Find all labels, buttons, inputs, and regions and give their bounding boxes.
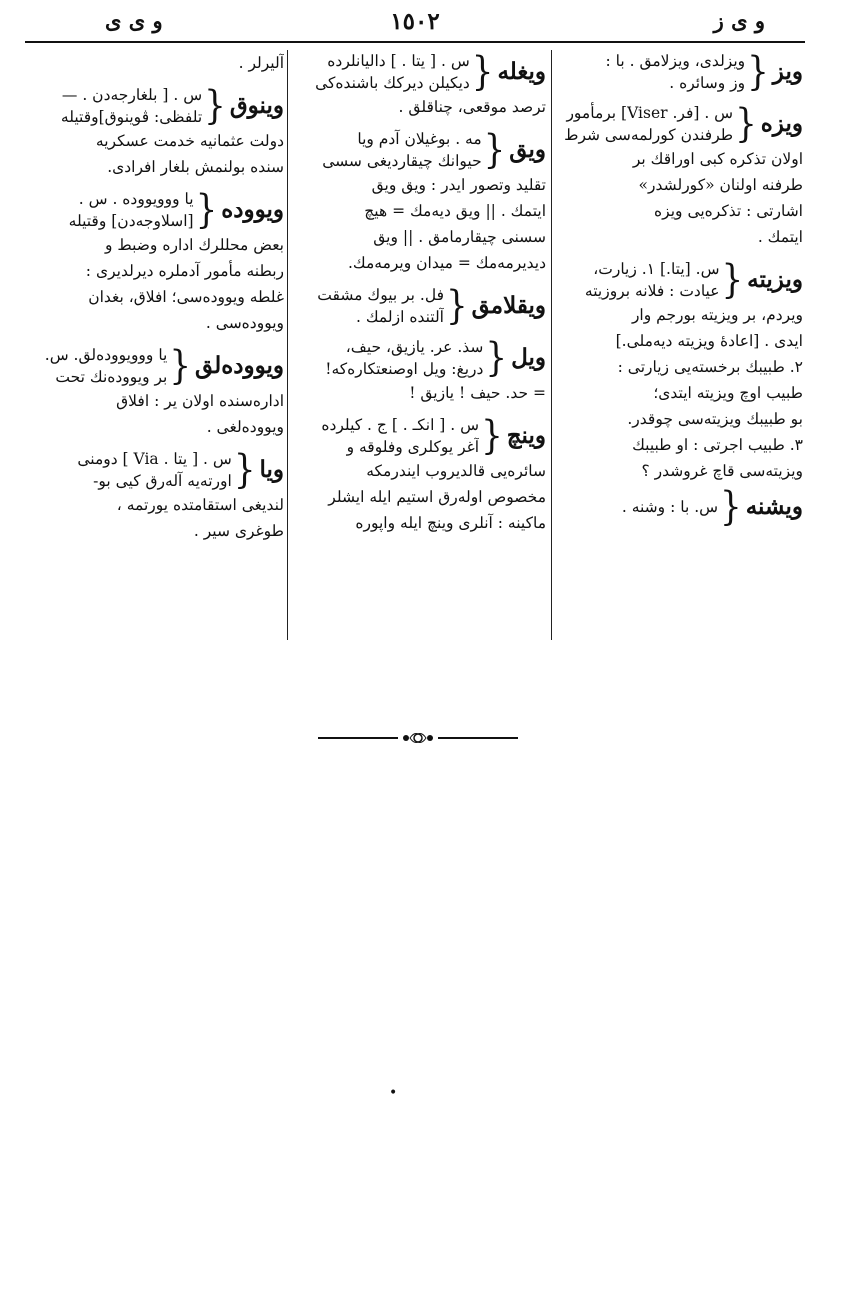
entry-term: ویز <box>772 58 803 85</box>
brace-mark: { <box>735 101 757 147</box>
entry-term: ويق <box>509 136 546 163</box>
dictionary-entry <box>555 102 803 250</box>
definition-line: تقليد وتصور ايدر : ويق ويق <box>371 176 546 194</box>
definition-line: س . [ بلغارجەدن . — <box>61 86 203 104</box>
definition-line: سائرەيى قالديروب ايندرمكه <box>366 462 546 480</box>
end-ornament <box>318 728 518 748</box>
dictionary-entry <box>290 50 546 120</box>
definition-line: طرفندن كورلمەسى شرط <box>564 126 734 144</box>
definition-line: ايتمك . || ويق ديەمك = هيچ <box>364 202 546 220</box>
entry-term: وينوق <box>229 92 284 119</box>
entry-term: ويوودەلق <box>195 352 284 379</box>
entry-term: ويزه <box>760 110 803 137</box>
column-left <box>28 50 284 552</box>
definition-line: اولان تذكره كبى اوراقك بر <box>632 150 803 168</box>
definition-line: غلطه ويوودەسى؛ افلاق، بغدان <box>88 288 284 306</box>
definition-line: ديكيلن ديركك باشندەكى <box>315 74 470 92</box>
definition-line: ديديرمەمك = ميدان ويرمەمك. <box>347 254 546 272</box>
brace-mark: { <box>485 335 508 381</box>
entry-head <box>290 414 546 458</box>
definition-line: وز وسائره . <box>669 74 746 92</box>
definition-line: بعض محللرك اداره وضبط و <box>104 236 284 254</box>
definition-line: [اسلاوجەدن] وقتيله <box>68 212 194 230</box>
definition-line: لنديغى استقامتده يورتمه ، <box>116 496 284 514</box>
definition-line: س. [يتا.] ١. زيارت، <box>593 260 720 278</box>
brace-mark: { <box>721 257 744 303</box>
definition-line: آلتنده ازلمك . <box>356 308 444 326</box>
brace-mark: { <box>481 413 503 459</box>
definition-line: يا ووويووده . س . <box>78 190 194 208</box>
definition-line: ويوودەسى . <box>205 314 284 332</box>
definition-line: سنده بولنمش بلغار افرادى. <box>107 158 284 176</box>
definition-line: طرفنه اولنان «كورلشدر» <box>638 176 803 194</box>
entry-head <box>290 128 546 172</box>
definition-line: س. با : وشنه . <box>621 498 719 516</box>
page-header <box>25 2 805 42</box>
definition-line: بر ويوودەنك تحت <box>55 368 168 386</box>
definition-line: دولت عثمانيه خدمت عسكريه <box>95 132 284 150</box>
entry-head <box>555 484 803 530</box>
definition-line: سسنى چيقارمامق . || ويق <box>373 228 546 246</box>
definition-line: ويوودەلغى . <box>206 418 284 436</box>
dictionary-entry <box>555 50 803 94</box>
column-separator <box>287 50 288 640</box>
definition-line: ٣. طبيب اجرتى : او طبيبك <box>632 436 803 454</box>
brace-mark: { <box>471 49 494 95</box>
dictionary-entry <box>290 284 546 328</box>
brace-mark: { <box>204 83 226 129</box>
definition-line: مخصوص اولەرق استيم ايله ايشلر <box>328 488 546 506</box>
definition-line: ايدى . [اعادهٔ ويزيته ديەملى.] <box>615 332 803 350</box>
entry-term: ويقلامق <box>471 292 546 319</box>
definition-line: س . [ يتا . Via ] دومنى <box>77 450 232 468</box>
dictionary-entry <box>28 344 284 440</box>
entry-term: ويزيته <box>747 266 803 293</box>
dictionary-entry <box>28 50 284 76</box>
definition-line: س . [ يتا . ] داليانلرده <box>327 52 470 70</box>
dictionary-entry <box>290 128 546 276</box>
definition-line: بو طبيبك ويزيتەسى چوقدر. <box>627 410 803 428</box>
page-number: ١٥٠٢ <box>390 8 440 35</box>
entry-head <box>555 102 803 146</box>
column-middle <box>290 50 546 544</box>
brace-mark: { <box>445 283 468 329</box>
definition-line: دريغ: ويل اوصنعتكارەكه! <box>325 360 484 378</box>
definition-line: آغر يوكلرى وفلوقه و <box>346 438 480 456</box>
dictionary-entry <box>28 84 284 180</box>
dictionary-entry <box>28 188 284 336</box>
entry-head <box>28 344 284 388</box>
definition-line: تلفظى: ڤوينوق]وقتيله <box>60 108 203 126</box>
entry-term: ويا <box>259 456 284 483</box>
definition-line: = حد. حيف ! يازيق ! <box>409 384 546 402</box>
definition-line: عيادت : فلانه بروزيته <box>584 282 720 300</box>
definition-line: طوغرى سير . <box>193 522 284 540</box>
header-right-letters: و ى ز <box>713 8 765 33</box>
dictionary-entry <box>555 258 803 484</box>
definition-line: ربطنه مأمور آدملره ديرلديرى : <box>85 262 284 280</box>
dictionary-entry <box>290 414 546 536</box>
definition-line: س . [فر. Viser] برمأمور <box>566 104 734 122</box>
entry-term: ويغله <box>497 58 546 85</box>
dictionary-entry <box>28 448 284 544</box>
column-separator <box>551 50 552 640</box>
header-rule <box>25 41 805 43</box>
entry-head <box>28 188 284 232</box>
definition-line: آليرلر . <box>238 54 284 72</box>
entry-term: ويشنه <box>745 493 803 520</box>
definition-line: ويردم، بر ويزيته بورجم وار <box>631 306 803 324</box>
definition-line: مه . بوغيلان آدم ويا <box>357 130 482 148</box>
definition-line: ترصد موقعى، چناقلق . <box>398 98 546 116</box>
definition-line: سذ. عر. يازيق، حيف، <box>345 338 484 356</box>
header-left-letters: و ى ى <box>105 8 163 33</box>
brace-mark: { <box>720 484 742 530</box>
entry-head <box>290 50 546 94</box>
brace-mark: { <box>195 187 218 233</box>
entry-head <box>555 258 803 302</box>
brace-mark: { <box>233 447 256 493</box>
entry-term: ويل <box>511 344 546 371</box>
definition-line: ماكينه : آنلرى وينچ ايله واپوره <box>355 514 546 532</box>
dictionary-entry <box>555 484 803 530</box>
definition-line: ادارەسنده اولان ير : افلاق <box>116 392 284 410</box>
definition-line: س . [ انكـ . ] ج . كيلرده <box>321 416 480 434</box>
entry-head <box>290 284 546 328</box>
entry-head <box>28 448 284 492</box>
definition-line: طبيب اوچ ويزيته ايتدى؛ <box>653 384 803 402</box>
entry-head <box>28 84 284 128</box>
definition-line: ويزلدى، ويزلامق . با : <box>605 52 746 70</box>
brace-mark: { <box>169 343 192 389</box>
definition-line: يا ووويوودەلق. س. <box>44 346 168 364</box>
entry-head <box>555 50 803 94</box>
definition-line: حيوانك چيقارديغى سسى <box>322 152 482 170</box>
brace-mark: { <box>747 49 769 95</box>
column-right <box>555 50 803 530</box>
definition-line: ويزيتەسى قاچ غروشدر ؟ <box>641 462 803 480</box>
definition-line: اشارتى : تذكرەيى ويزه <box>654 202 803 220</box>
print-speck: • <box>389 1085 398 1101</box>
definition-line: اورتەيه آلەرق كيى بو- <box>93 472 232 490</box>
brace-mark: { <box>483 127 506 173</box>
definition-line: فل. بر بيوك مشقت <box>317 286 444 304</box>
entry-head <box>290 336 546 380</box>
entry-term: وينچ <box>506 422 546 449</box>
definition-line: ٢. طبيبك برخستەيى زيارتى : <box>617 358 803 376</box>
definition-line: ايتمك . <box>757 228 803 246</box>
dictionary-entry <box>290 336 546 406</box>
entry-term: ويووده <box>221 196 284 223</box>
